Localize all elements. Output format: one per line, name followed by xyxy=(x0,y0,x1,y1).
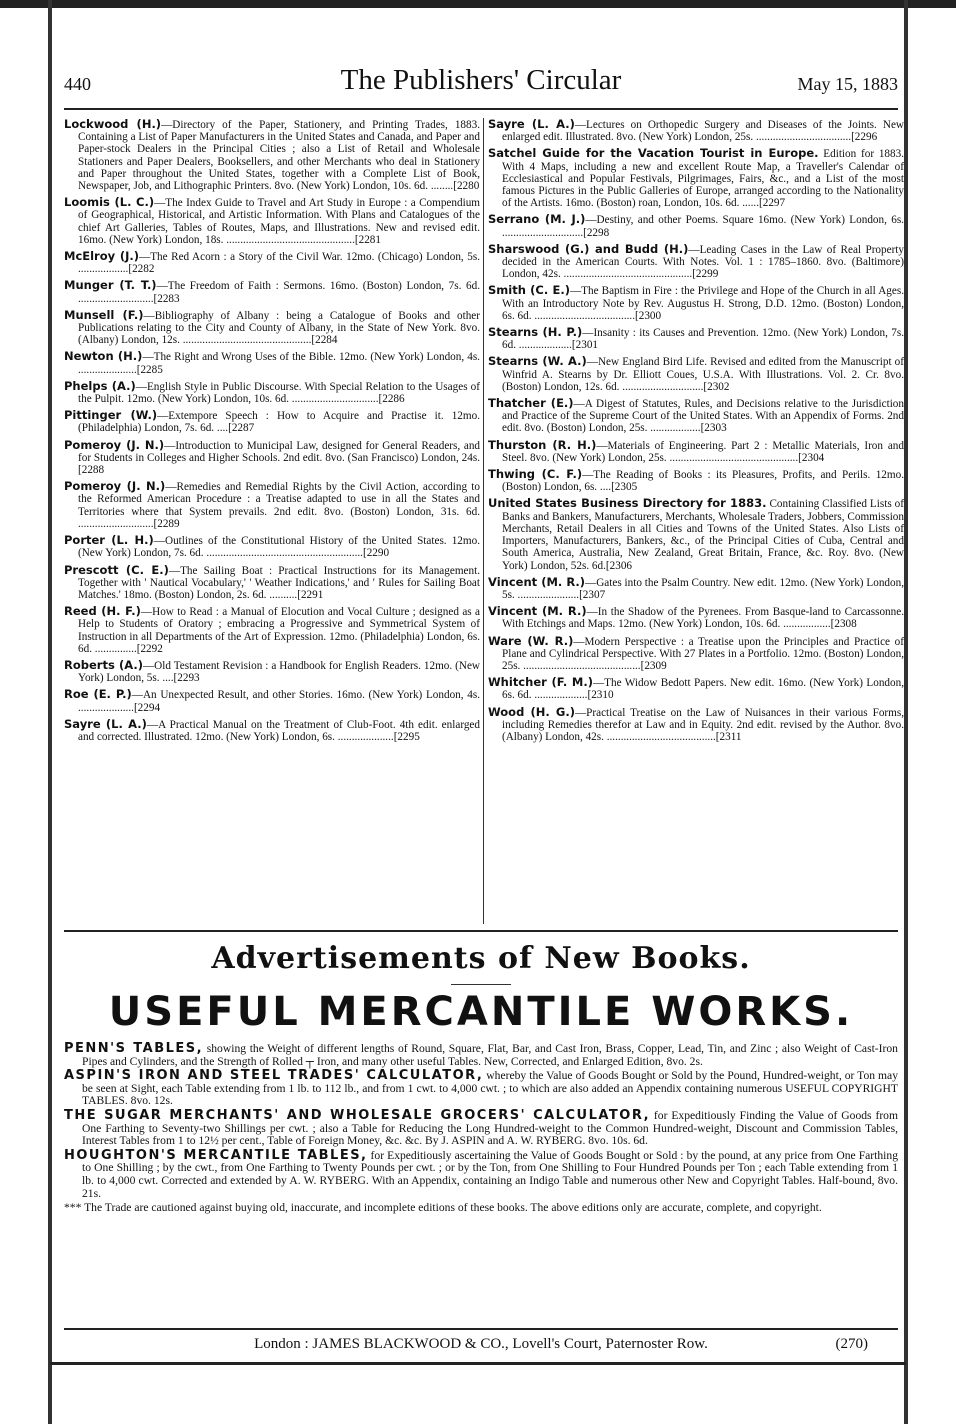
entry-number: [2296 xyxy=(851,131,878,144)
book-entry xyxy=(488,605,904,630)
book-entry xyxy=(488,439,904,464)
header-rule xyxy=(64,108,898,110)
book-entry xyxy=(64,564,480,602)
book-entry xyxy=(488,326,904,351)
issue-date: May 15, 1883 xyxy=(797,74,898,94)
book-entry xyxy=(488,243,904,281)
entry-description: —Bibliography of Albany : being a Catalogue of Books and other Publications relating to the City and County of Albany, in the State of New York. 8vo. (Albany) London, 12s. .............................................. xyxy=(78,309,480,347)
entry-author: Sharswood (G.) and Budd (H.) xyxy=(488,241,689,256)
book-entry xyxy=(488,284,904,322)
entry-author: Phelps (A.) xyxy=(64,378,136,393)
book-entry xyxy=(64,380,480,405)
entry-number: [2299 xyxy=(692,268,719,281)
entry-number: [2283 xyxy=(153,292,180,305)
entry-number: [2303 xyxy=(700,422,727,435)
entry-number: [2300 xyxy=(635,309,662,322)
entry-description: —The Widow Bedott Papers. New edit. 16mo. (New York) London, 6s. 6d. ................... xyxy=(502,677,904,702)
ad-item-text: for Expeditiously ascertaining the Value of Goods Bought or Sold : by the pound, at any price from One Farthing to One Shilling ; by the cwt., from One Farthing to Twenty Pounds per cwt. ; or by the Ton, from One Shilling to Four Hundred Pounds per Ton ; each Table extending from 1 lb. to 4,000 cwt. Corrected and extended by A. W. RYBERG. With an Appendix, containing an Indigo Table and numerous other New and Copyright Tables. Half-bound, 8vo. 21s. xyxy=(82,1148,898,1200)
entry-number: [2298 xyxy=(583,226,610,239)
short-rule xyxy=(451,984,511,985)
entry-author: Wood (H. G.) xyxy=(488,704,575,719)
entry-description: —English Style in Public Discourse. With Special Relation to the Usages of the Pulpit. 12mo. (New York) London, 10s. 6d. ............................... xyxy=(78,380,480,406)
entry-description: —Leading Cases in the Law of Real Property decided in the American Courts. With Notes. Vol. 1 : 1785–1860. 8vo. (Baltimore) London, 42s. .............................................. xyxy=(502,243,904,281)
entry-number: [2310 xyxy=(587,689,614,702)
entry-description: Edition for 1883. With 4 Maps, including a new and excellent Route Map, a Traveller's Calendar of Ecclesiastical and Popular Festivals, Pilgrimages, Fairs, &c., and a List of the most famous Pictures in the Public Galleries of Europe, arranged according to the Nationality of the Artists. 16mo. (Boston) roan, London, 10s. 6d. ...... xyxy=(502,148,904,210)
entry-author: Prescott (C. E.) xyxy=(64,562,169,577)
entry-author: Munger (T. T.) xyxy=(64,278,157,293)
advertisements-heading: Advertisements of New Books. xyxy=(211,941,751,976)
book-entry xyxy=(64,279,480,304)
entry-number: [2307 xyxy=(579,588,606,601)
entry-author: Sayre (L. A.) xyxy=(488,117,575,131)
book-entry xyxy=(488,213,904,238)
entry-description: —In the Shadow of the Pyrenees. From Basque-land to Carcassonne. With Etchings and Maps. 12mo. (New York) London, 10s. 6d. ................. xyxy=(502,606,904,631)
ad-item xyxy=(64,1070,898,1108)
entry-author: Newton (H.) xyxy=(64,349,143,364)
entry-description: —A Digest of Statutes, Rules, and Decisions relative to the Jurisdiction and Practice of the Supreme Court of the United States. With an Appendix of Forms. 2nd edit. 8vo. (Boston) London, 25s. .................. xyxy=(502,398,904,435)
ad-item xyxy=(64,1043,898,1068)
entry-number: [2286 xyxy=(378,393,405,406)
book-entry xyxy=(64,350,480,375)
listing-columns xyxy=(64,117,905,924)
entry-author: Pomeroy (J. N.) xyxy=(64,479,166,494)
ad-item-title: HOUGHTON'S MERCANTILE TABLES, xyxy=(64,1147,368,1163)
entry-author: Lockwood (H.) xyxy=(64,117,162,131)
entry-author: United States Business Directory for 1883. xyxy=(488,496,767,511)
entry-number: [2289 xyxy=(153,517,180,530)
book-entry xyxy=(64,409,480,434)
book-entry xyxy=(64,718,480,743)
ad-item xyxy=(64,1147,898,1200)
left-column xyxy=(64,118,480,747)
entry-number: [2280 xyxy=(453,180,480,193)
entry-number: [2290 xyxy=(362,547,390,560)
entry-number: [2287 xyxy=(228,422,255,435)
entry-author: Whitcher (F. M.) xyxy=(488,675,593,690)
entry-author: Pomeroy (J. N.) xyxy=(64,437,165,452)
book-entry xyxy=(488,468,904,493)
entry-number: [2294 xyxy=(133,701,161,714)
entry-description: —Destiny, and other Poems. Square 16mo. (New York) London, 6s. ............................. xyxy=(502,214,904,239)
entry-description: —Materials of Engineering. Part 2 : Metallic Materials, Iron and Steel. 8vo. (New York) London, 25s. .............................................. xyxy=(502,439,904,464)
right-column xyxy=(488,118,904,747)
ad-item-text: showing the Weight of different lengths of Round, Square, Flat, Bar, and Cast Iron, Brass, Copper, Lead, Tin, and Zinc ; also Weight of Cast-Iron Pipes and Cylinders, and the Strength of Rolled ┬ Iron, and many other useful Tables. New, Corrected, and Enlarged Edition, 8vo. 2s. xyxy=(82,1042,898,1068)
entry-description: —The Reading of Books : its Pleasures, Profits, and Perils. 12mo. (Boston) London, 6s. .... xyxy=(502,469,904,494)
book-entry xyxy=(488,147,904,209)
book-entry xyxy=(64,309,480,347)
footer xyxy=(64,1336,898,1353)
entry-description: —New England Bird Life. Revised and edited from the Manuscript of Winfrid A. Stearns by Dr. Elliott Coues, U.S.A. With Illustrations. Vol. 2. Cr. 8vo. (Boston) London, 12s. 6d. ............................. xyxy=(502,356,904,393)
entry-number: [2291 xyxy=(297,588,324,601)
entry-description: —Old Testament Revision : a Handbook for English Readers. 12mo. (New York) London, 5s. .... xyxy=(78,659,480,685)
entry-description: —Gates into the Psalm Country. New edit. 12mo. (New York) London, 5s. ...................... xyxy=(502,576,904,601)
book-entry xyxy=(488,355,904,393)
entry-author: Stearns (H. P.) xyxy=(488,325,583,340)
page xyxy=(50,0,906,1424)
entry-number: [2284 xyxy=(311,334,338,347)
sheet-code: (270) xyxy=(835,1336,868,1352)
book-entry xyxy=(488,676,904,701)
entry-description: —Modern Perspective : a Treatise upon the Principles and Practice of Plane and Cylindrical Perspective. With 27 Plates in a Portfolio. 12mo. (Boston) London, 25s. .......................................... xyxy=(502,635,904,672)
entry-number: [2304 xyxy=(798,451,825,464)
entry-number: [2308 xyxy=(830,618,857,631)
entry-author: Thurston (R. H.) xyxy=(488,437,597,452)
entry-description: —The Right and Wrong Uses of the Bible. 12mo. (New York) London, 4s. ..................... xyxy=(78,351,480,376)
book-entry xyxy=(64,250,480,275)
entry-number: [2293 xyxy=(173,672,200,685)
book-entry xyxy=(488,497,904,571)
page-number: 440 xyxy=(64,74,91,94)
entry-description: —Remedies and Remedial Rights by the Civil Action, according to the Reformed American Procedure : a Treatise adapted to use in all the States and Territories where that System prevails. 2nd edit. 8vo. (Boston) London, 31s. 6d. ........................... xyxy=(78,481,481,530)
book-entry xyxy=(64,688,480,713)
entry-author: Thatcher (E.) xyxy=(488,396,574,411)
entry-description: —Directory of the Paper, Stationery, and Printing Trades, 1883. Containing a List of Paper Manufacturers in the United States and Canada, and Paper and Paper-stock Dealers in the Principal Cities ; also a List of Retail and Wholesale Stationers and Paper Dealers, Booksellers, and other Merchants who deal in Stationery and Paper throughout the United States, together with a Complete List of Book, Newspaper, Job, and Lithographic Printers. 8vo. (New York) London, 10s. 6d. ........ xyxy=(78,119,480,193)
entry-number: [2288 xyxy=(78,464,105,477)
entry-description: —The Index Guide to Travel and Art Study in Europe : a Compendium of Geographical, Historical, and Artistic Information. With Plans and Catalogues of the chief Art Galleries, Tables of Routes, Maps, and Illustrations. New and revised edit. 16mo. (New York) London, 18s. .............................................. xyxy=(78,197,480,246)
running-header xyxy=(64,64,898,104)
entry-author: Thwing (C. F.) xyxy=(488,467,583,482)
publisher-imprint: London : JAMES BLACKWOOD & CO., Lovell's Court, Paternoster Row. xyxy=(254,1336,708,1352)
entry-description: —The Freedom of Faith : Sermons. 16mo. (Boston) London, 7s. 6d. ........................... xyxy=(78,280,480,305)
entry-author: Roberts (A.) xyxy=(64,657,143,672)
entry-number: [2311 xyxy=(715,730,742,743)
book-entry xyxy=(64,118,480,192)
entry-number: [2295 xyxy=(393,730,420,743)
entry-number: [2281 xyxy=(354,233,381,246)
entry-author: McElroy (J.) xyxy=(64,249,140,264)
column-divider xyxy=(483,118,484,924)
entry-author: Ware (W. R.) xyxy=(488,633,574,648)
entry-author: Reed (H. F.) xyxy=(64,604,141,619)
ad-items xyxy=(64,1043,898,1200)
book-entry xyxy=(64,605,480,655)
bottom-rule xyxy=(50,1362,906,1365)
entry-author: Roe (E. P.) xyxy=(64,687,132,702)
book-entry xyxy=(488,635,904,673)
entry-number: [2309 xyxy=(640,659,667,672)
entry-description: —The Baptism in Fire : the Privilege and Hope of the Church in all Ages. With an Introductory Note by Rev. Augustus H. Strong, D.D. 12mo. (Boston) London, 6s. 6d. .................................... xyxy=(502,285,904,322)
ad-item xyxy=(64,1107,898,1148)
journal-title: The Publishers' Circular xyxy=(340,64,622,96)
entry-author: Satchel Guide for the Vacation Tourist in Europe. xyxy=(488,146,819,161)
book-entry xyxy=(64,659,480,684)
entry-number: [2285 xyxy=(136,363,163,376)
entry-author: Serrano (M. J.) xyxy=(488,212,586,227)
footer-rule xyxy=(64,1328,898,1330)
entry-description: —The Red Acorn : a Story of the Civil War. 12mo. (Chicago) London, 5s. .................. xyxy=(78,251,480,276)
entry-author: Munsell (F.) xyxy=(64,307,144,322)
entry-author: Smith (C. E.) xyxy=(488,283,570,298)
entry-author: Pittinger (W.) xyxy=(64,408,158,423)
entry-description: —Lectures on Orthopedic Surgery and Diseases of the Joints. New enlarged edit. Illustrated. 8vo. (New York) London, 25s. .................................. xyxy=(502,119,905,144)
entry-description: —How to Read : a Manual of Elocution and Vocal Culture ; designed as a Help to Students of Oratory ; embracing a Progressive and Symmetrical System of Instruction in all Departments of the Art of Expression. 12mo. (Philadelphia) London, 6s. 6d. ............... xyxy=(78,606,480,655)
entry-description: Containing Classified Lists of Banks and Bankers, Manufacturers, Merchants, Wholesale Traders, Jobbers, Commission Merchants, Retail Dealers in all Cities and Towns of the United States. Also Lists of Importers, Manufacturers, Bankers, &c., of the Principal Cities of Cuba, Central and South America, Australia, New Zealand, Great Britain, France, &c. Roy. 8vo. (New York) London, 52s. 6d. xyxy=(502,498,904,572)
entry-number: [2302 xyxy=(703,380,730,393)
entry-number: [2297 xyxy=(759,197,786,210)
entry-number: [2292 xyxy=(136,642,163,655)
entry-author: Loomis (L. C.) xyxy=(64,195,155,210)
book-entry xyxy=(488,118,904,143)
book-entry xyxy=(64,534,480,559)
book-entry xyxy=(64,480,480,530)
ad-item-title: THE SUGAR MERCHANTS' AND WHOLESALE GROCERS' CALCULATOR, xyxy=(64,1107,651,1123)
entry-description: —The Sailing Boat : Practical Instructions for its Management. Together with ' Nautical Vocabulary,' ' Weather Indications,' and ' Rules for Sailing Boat Matches.' 18mo. (Boston) London, 2s. 6d. .......... xyxy=(78,564,480,601)
ad-item-text: for Expeditiously Finding the Value of Goods from One Farthing to Seventy-two Shillings per cwt. ; also a Table for Reducing the Long Hundred-weight to the Common Hundred-weight, Discount and Commission Tables, Interest Tables from 1 to 12½ per cent., Table of Foreign Money, &c. &c. By J. ASPIN and A. W. RYBERG. 8vo. 10s. 6d. xyxy=(82,1108,898,1148)
entry-description: —An Unexpected Result, and other Stories. 16mo. (New York) London, 4s. .................... xyxy=(78,689,480,714)
entry-number: [2306 xyxy=(605,559,633,572)
entry-author: Porter (L. H.) xyxy=(64,533,154,548)
entry-description: —A Practical Manual on the Treatment of Club-Foot. 4th edit. enlarged and corrected. Illustrated. 12mo. (New York) London, 6s. .................... xyxy=(78,718,480,743)
entry-description: —Extempore Speech : How to Acquire and Practise it. 12mo. (Philadelphia) London, 7s. 6d. .... xyxy=(78,410,480,435)
ad-item-title: ASPIN'S IRON AND STEEL TRADES' CALCULATOR, xyxy=(64,1068,484,1084)
entry-number: [2301 xyxy=(571,339,599,352)
entry-description: —Introduction to Municipal Law, designed for General Readers, and for Students in Colleges and Higher Schools. 2nd edit. 8vo. (San Francisco) London, 24s. xyxy=(78,439,481,464)
section-rule xyxy=(64,930,898,932)
entry-author: Sayre (L. A.) xyxy=(64,716,147,731)
entry-author: Vincent (M. R.) xyxy=(488,574,586,589)
entry-number: [2305 xyxy=(611,481,638,494)
entry-description: —Insanity : its Causes and Prevention. 12mo. (New York) London, 7s. 6d. ................... xyxy=(502,327,904,352)
entry-author: Stearns (W. A.) xyxy=(488,354,587,369)
book-entry xyxy=(64,439,480,477)
entry-number: [2282 xyxy=(128,263,155,276)
ad-title: USEFUL MERCANTILE WORKS. xyxy=(108,989,854,1035)
ad-item-title: PENN'S TABLES, xyxy=(64,1041,204,1056)
entry-description: —Practical Treatise on the Law of Nuisances in their various Forms, including Remedies therefor at Law and in Equity. 2nd edit. revised by the Author. 8vo. (Albany) London, 42s. ....................................... xyxy=(502,706,904,743)
ad-item-text: whereby the Value of Goods Bought or Sold by the Pound, Hundred-weight, or Ton may be seen at Sight, each Table extending from 1 lb. to 112 lb., and from 1 cwt. to 4,000 cwt. ; to which are also added an Appendix containing numerous USEFUL COPYRIGHT TABLES. 8vo. 12s. xyxy=(82,1069,898,1108)
entry-author: Vincent (M. R.) xyxy=(488,604,587,619)
book-entry xyxy=(488,576,904,601)
book-entry xyxy=(488,706,904,744)
advertisements-section xyxy=(64,935,898,1215)
trade-caution-note: *** The Trade are cautioned against buying old, inaccurate, and incomplete editions of these books. The above editions only are accurate, complete, and copyright. xyxy=(64,1201,822,1215)
book-entry xyxy=(64,196,480,246)
book-entry xyxy=(488,397,904,435)
entry-description: —Outlines of the Constitutional History of the United States. 12mo. (New York) London, 7s. 6d. ........................................................ xyxy=(78,535,480,560)
